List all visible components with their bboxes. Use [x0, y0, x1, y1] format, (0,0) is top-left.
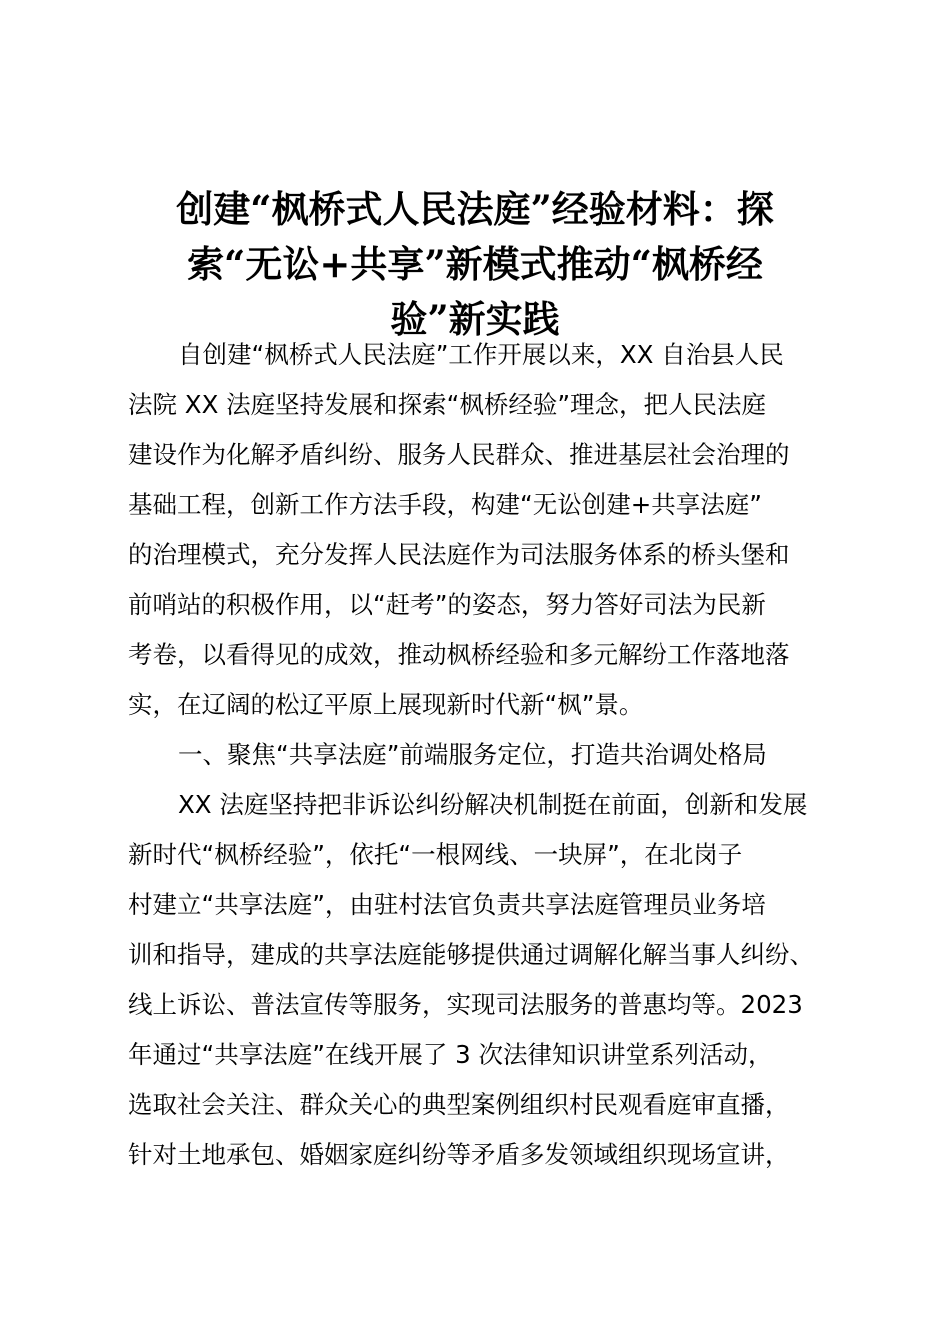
- document-body: [128, 330, 838, 1180]
- section-heading: 一、聚焦“共享法庭”前端服务定位，打造共治调处格局: [178, 740, 767, 769]
- text-line: 村建立“共享法庭”，由驻村法官负责共享法庭管理员业务培: [128, 890, 766, 919]
- text-line: 前哨站的积极作用，以“赶考”的姿态，努力答好司法为民新: [128, 590, 766, 619]
- document-title: [110, 182, 840, 347]
- text-line: 针对土地承包、婚姻家庭纠纷等矛盾多发领域组织现场宣讲，: [128, 1140, 790, 1169]
- title-line: 创建“枫桥式人民法庭”经验材料：探: [176, 187, 774, 231]
- text-line: 线上诉讼、普法宣传等服务，实现司法服务的普惠均等。2023: [128, 990, 803, 1019]
- text-line: 考卷，以看得见的成效，推动枫桥经验和多元解纷工作落地落: [128, 640, 790, 669]
- text-line: 基础工程，创新工作方法手段，构建“无讼创建+共享法庭”: [128, 490, 762, 519]
- title-line: 验”新实践: [390, 297, 560, 341]
- text-line: 自创建“枫桥式人民法庭”工作开展以来，XX 自治县人民: [178, 340, 784, 369]
- text-line: 训和指导，建成的共享法庭能够提供通过调解化解当事人纠纷、: [128, 940, 814, 969]
- text-line: 实，在辽阔的松辽平原上展现新时代新“枫”景。: [128, 690, 644, 719]
- intro-paragraph: [128, 330, 838, 730]
- title-line: 索“无讼+共享”新模式推动“枫桥经: [187, 242, 763, 286]
- text-line: XX 法庭坚持把非诉讼纠纷解决机制挺在前面，创新和发展: [178, 790, 808, 819]
- text-line: 选取社会关注、群众关心的典型案例组织村民观看庭审直播，: [128, 1090, 790, 1119]
- section1-paragraph: [128, 780, 838, 1180]
- text-line: 的治理模式，充分发挥人民法庭作为司法服务体系的桥头堡和: [128, 540, 790, 569]
- text-line: 建设作为化解矛盾纠纷、服务人民群众、推进基层社会治理的: [128, 440, 790, 469]
- text-line: 新时代“枫桥经验”，依托“一根网线、一块屏”，在北岗子: [128, 840, 743, 869]
- text-line: 法院 XX 法庭坚持发展和探索“枫桥经验”理念，把人民法庭: [128, 390, 767, 419]
- text-line: 年通过“共享法庭”在线开展了 3 次法律知识讲堂系列活动，: [128, 1040, 773, 1069]
